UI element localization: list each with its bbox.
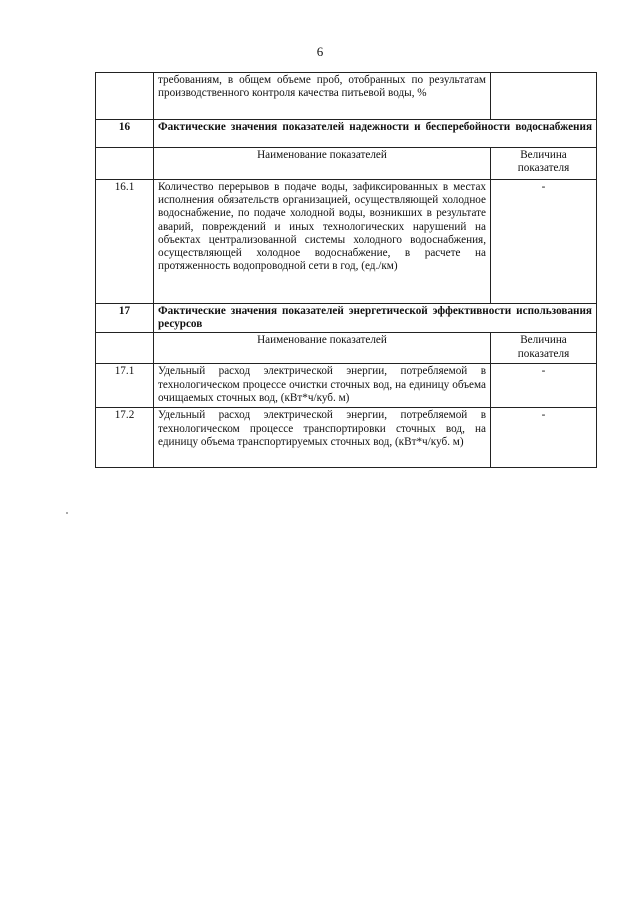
indicator-value <box>491 73 597 120</box>
indicator-value: - <box>491 364 597 408</box>
section-title: Фактические значения показателей надежности и бесперебойности водоснабжения <box>154 120 597 148</box>
indicator-text: Удельный расход электрической энергии, потребляемой в технологическом процессе транспортировки сточных вод, на единицу объема транспортируемых сточных вод, (кВт*ч/куб. м) <box>154 408 491 468</box>
column-header-value: Величина показателя <box>491 148 597 180</box>
table-row-continuation <box>96 73 597 120</box>
indicators-table <box>95 72 597 468</box>
indicator-text: Количество перерывов в подаче воды, зафиксированных в местах исполнения обязательств организацией, осуществляющей холодное водоснабжение, по подаче холодной воды, возникших в результате аварий, повреждений и иных технологических нарушений на объектах централизованной системы холодного водоснабжения, осуществляющей холодное водоснабжение, в расчете на протяженность водопроводной сети в год, (ед./км) <box>154 180 491 304</box>
section-number: 16 <box>96 120 154 148</box>
section-title: Фактические значения показателей энергетической эффективности использования ресурсов <box>154 304 597 333</box>
column-header-name: Наименование показателей <box>154 333 491 364</box>
page-number: 6 <box>316 44 324 59</box>
row-number-cell <box>96 73 154 120</box>
empty-cell <box>96 148 154 180</box>
indicator-value: - <box>491 180 597 304</box>
column-header-row <box>96 333 597 364</box>
table-row-17-2 <box>96 408 597 468</box>
indicator-text: требованиям, в общем объеме проб, отобранных по результатам производственного контроля качества питьевой воды, % <box>154 73 491 120</box>
column-header-name: Наименование показателей <box>154 148 491 180</box>
scan-speck <box>66 512 68 514</box>
column-header-value: Величина показателя <box>491 333 597 364</box>
row-number: 16.1 <box>96 180 154 304</box>
section-number: 17 <box>96 304 154 333</box>
column-header-row <box>96 148 597 180</box>
row-number: 17.2 <box>96 408 154 468</box>
section-row-17 <box>96 304 597 333</box>
table-row-16-1 <box>96 180 597 304</box>
table-row-17-1 <box>96 364 597 408</box>
empty-cell <box>96 333 154 364</box>
section-row-16 <box>96 120 597 148</box>
indicator-value: - <box>491 408 597 468</box>
indicator-text: Удельный расход электрической энергии, потребляемой в технологическом процессе очистки сточных вод, на единицу объема очищаемых сточных вод, (кВт*ч/куб. м) <box>154 364 491 408</box>
row-number: 17.1 <box>96 364 154 408</box>
